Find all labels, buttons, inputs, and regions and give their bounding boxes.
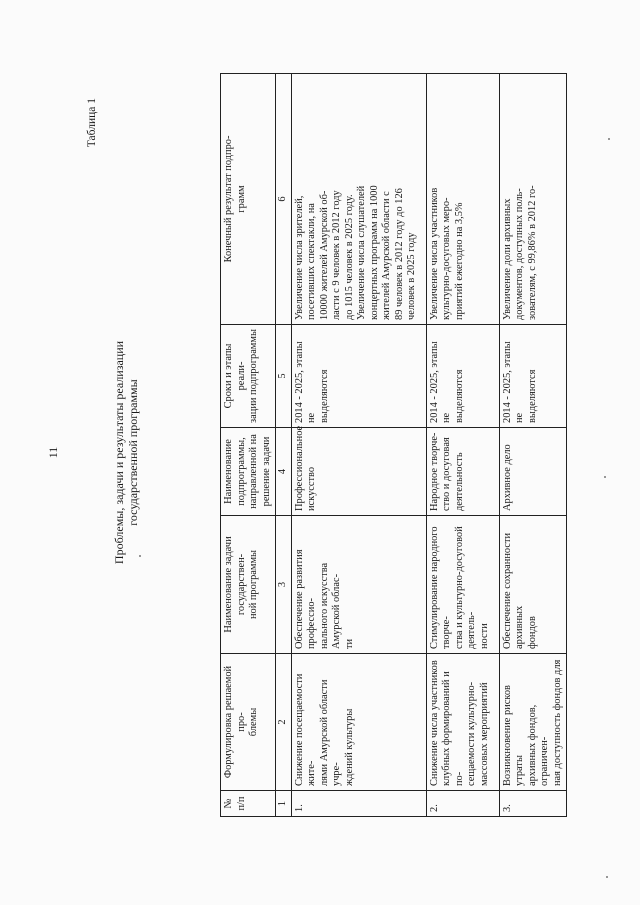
problem-cell: Снижение числа участников клубных формирований и по- сещаемости культурно- массовых мероприятий — [426, 654, 499, 791]
subprogram-cell: Профессиональное искусство — [291, 428, 426, 516]
table-header-row — [221, 74, 276, 817]
scan-speck — [139, 555, 141, 557]
subprogram-cell: Архивное дело — [499, 428, 567, 516]
header-period: Сроки и этапы реали- зации подпрограммы — [221, 325, 276, 428]
result-cell: Увеличение числа участников культурно-досуговых меро- приятий ежегодно на 3,5% — [426, 74, 499, 325]
header-problem: Формулировка решаемой про- блемы — [221, 654, 276, 791]
results-table — [220, 73, 567, 817]
table-row — [291, 74, 426, 817]
header-number: № п/п — [221, 791, 276, 817]
column-number: 5 — [276, 325, 292, 428]
scan-speck — [608, 138, 610, 140]
subprogram-cell: Народное творче- ство и досуговая деятельность — [426, 428, 499, 516]
page-number: 11 — [46, 446, 60, 459]
period-cell: 2014 - 2025, этапы не выделяются — [426, 325, 499, 428]
column-number: 3 — [276, 516, 292, 654]
task-cell: Обеспечение сохранности архивных фондов — [499, 516, 567, 654]
column-number-row — [276, 74, 292, 817]
header-result: Конечный результат подпро- грамм — [221, 74, 276, 325]
problem-cell: Снижение посещаемости жите- лями Амурской области учре- ждений культуры — [291, 654, 426, 791]
column-number: 6 — [276, 74, 292, 325]
row-number: 2. — [426, 791, 499, 817]
period-cell: 2014 - 2025, этапы не выделяются — [291, 325, 426, 428]
scan-speck — [604, 476, 606, 478]
task-cell: Стимулирование народного творче- ства и культурно-досуговой деятель- ности — [426, 516, 499, 654]
row-number: 1. — [291, 791, 426, 817]
task-cell: Обеспечение развития профессио- нального искусства Амурской облас- ти — [291, 516, 426, 654]
table-row — [426, 74, 499, 817]
header-task: Наименование задачи государствен- ной программы — [221, 516, 276, 654]
period-cell: 2014 - 2025, этапы не выделяются — [499, 325, 567, 428]
column-number: 2 — [276, 654, 292, 791]
table-row — [499, 74, 567, 817]
header-subprogram: Наименование подпрограммы, направленной на решение задачи — [221, 428, 276, 516]
scan-speck — [606, 876, 608, 878]
problem-cell: Возникновение рисков утраты архивных фондов, ограничен- ная доступность фондов для — [499, 654, 567, 791]
result-cell: Увеличение доли архивных документов, доступных поль- зователям, с 99,86% в 2012 го- — [499, 74, 567, 325]
column-number: 1 — [276, 791, 292, 817]
document-title: Проблемы, задачи и результаты реализации государственной программы — [112, 340, 140, 565]
column-number: 4 — [276, 428, 292, 516]
table-label: Таблица 1 — [86, 98, 98, 148]
result-cell: Увеличение числа зрителей, посетивших спектакли, на 10000 жителей Амурской об- ласти с 9 человек в 2012 году до 1015 человек в 2025 году. Увеличение числа слушателей концертных программ на 1000 жителей Амурской области с 89 человек в 2012 году до 126 человек в 2025 году — [291, 74, 426, 325]
row-number: 3. — [499, 791, 567, 817]
